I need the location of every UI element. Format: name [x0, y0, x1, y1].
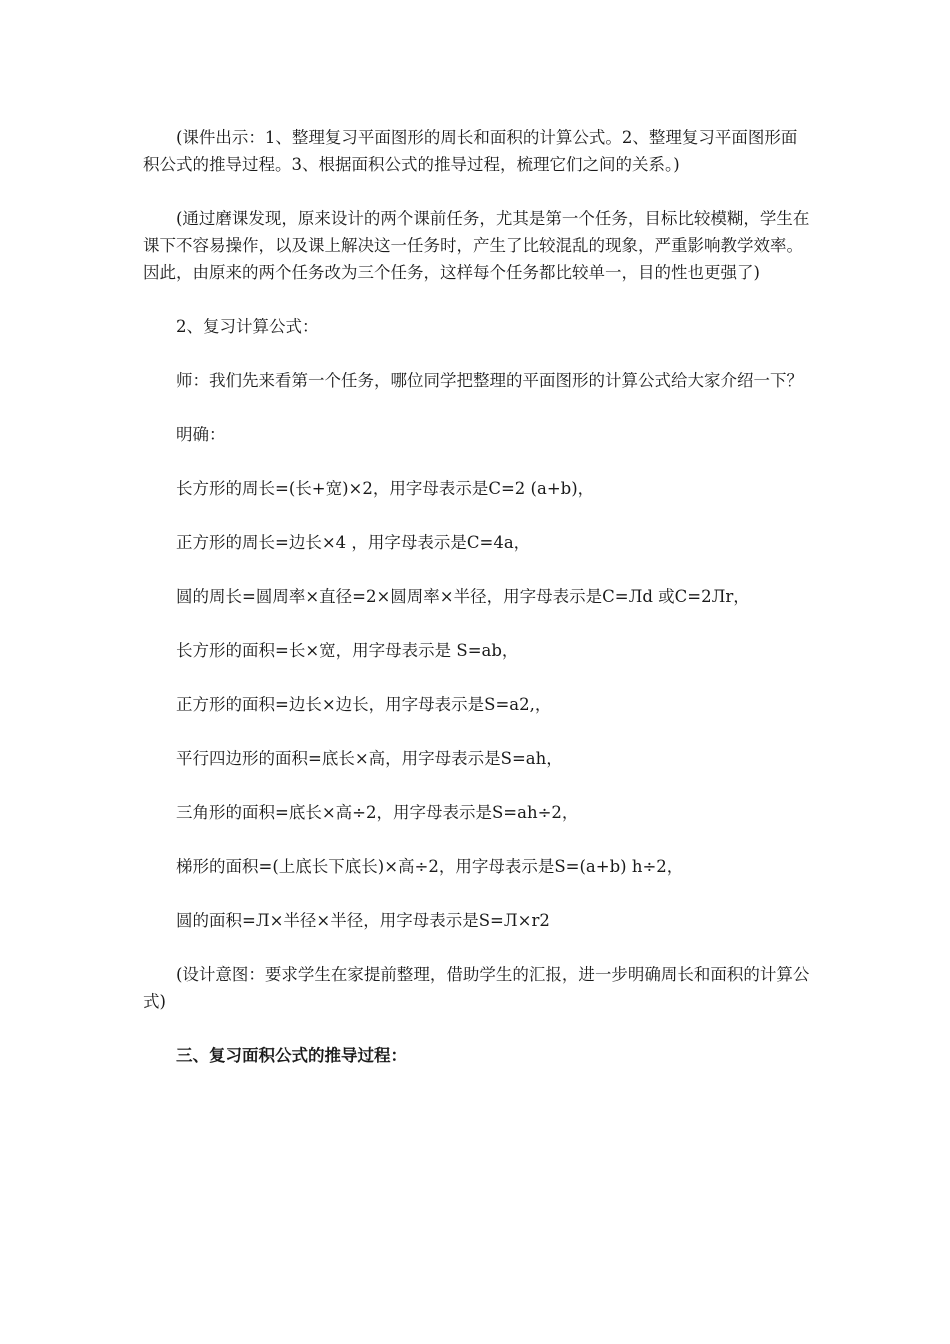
- formula-rectangle-perimeter: 长方形的周长=(长+宽)×2，用字母表示是C=2 (a+b)，: [176, 479, 595, 498]
- design-intent-paragraph: (设计意图：要求学生在家提前整理，借助学生的汇报，进一步明确周长和面积的计算公式): [143, 965, 810, 1011]
- formula-circle-area: 圆的面积=Л×半径×半径，用字母表示是S=Л×r2: [176, 911, 550, 930]
- formula-square-perimeter: 正方形的周长=边长×4 ，用字母表示是C=4a，: [176, 533, 531, 552]
- formula-parallelogram-area: 平行四边形的面积=底长×高，用字母表示是S=ah，: [176, 749, 563, 768]
- clarify-label: 明确：: [176, 425, 226, 444]
- formula-triangle-area: 三角形的面积=底长×高÷2，用字母表示是S=ah÷2，: [176, 803, 579, 822]
- design-note-paragraph: (通过磨课发现，原来设计的两个课前任务，尤其是第一个任务，目标比较模糊，学生在课下不容易操作，以及课上解决这一任务时，产生了比较混乱的现象，严重影响教学效率。因此，由原来的两个任务改为三个任务，这样每个任务都比较单一，目的性也更强了): [143, 209, 810, 282]
- document-body: [143, 124, 811, 1069]
- section-subtitle: 2、复习计算公式：: [176, 317, 319, 336]
- formula-circle-perimeter: 圆的周长=圆周率×直径=2×圆周率×半径，用字母表示是C=Лd 或C=2Лr，: [176, 587, 750, 606]
- courseware-paragraph: (课件出示：1、整理复习平面图形的周长和面积的计算公式。2、整理复习平面图形面积公式的推导过程。3、根据面积公式的推导过程，梳理它们之间的关系。): [143, 128, 798, 174]
- formula-rectangle-area: 长方形的面积=长×宽，用字母表示是 S=ab，: [176, 641, 519, 660]
- section-heading: 三、复习面积公式的推导过程：: [176, 1046, 407, 1065]
- formula-trapezoid-area: 梯形的面积=(上底长下底长)×高÷2，用字母表示是S=(a+b) h÷2，: [176, 857, 684, 876]
- formula-square-area: 正方形的面积=边长×边长，用字母表示是S=a2,，: [176, 695, 552, 714]
- teacher-question-paragraph: 师：我们先来看第一个任务，哪位同学把整理的平面图形的计算公式给大家介绍一下？: [176, 371, 803, 390]
